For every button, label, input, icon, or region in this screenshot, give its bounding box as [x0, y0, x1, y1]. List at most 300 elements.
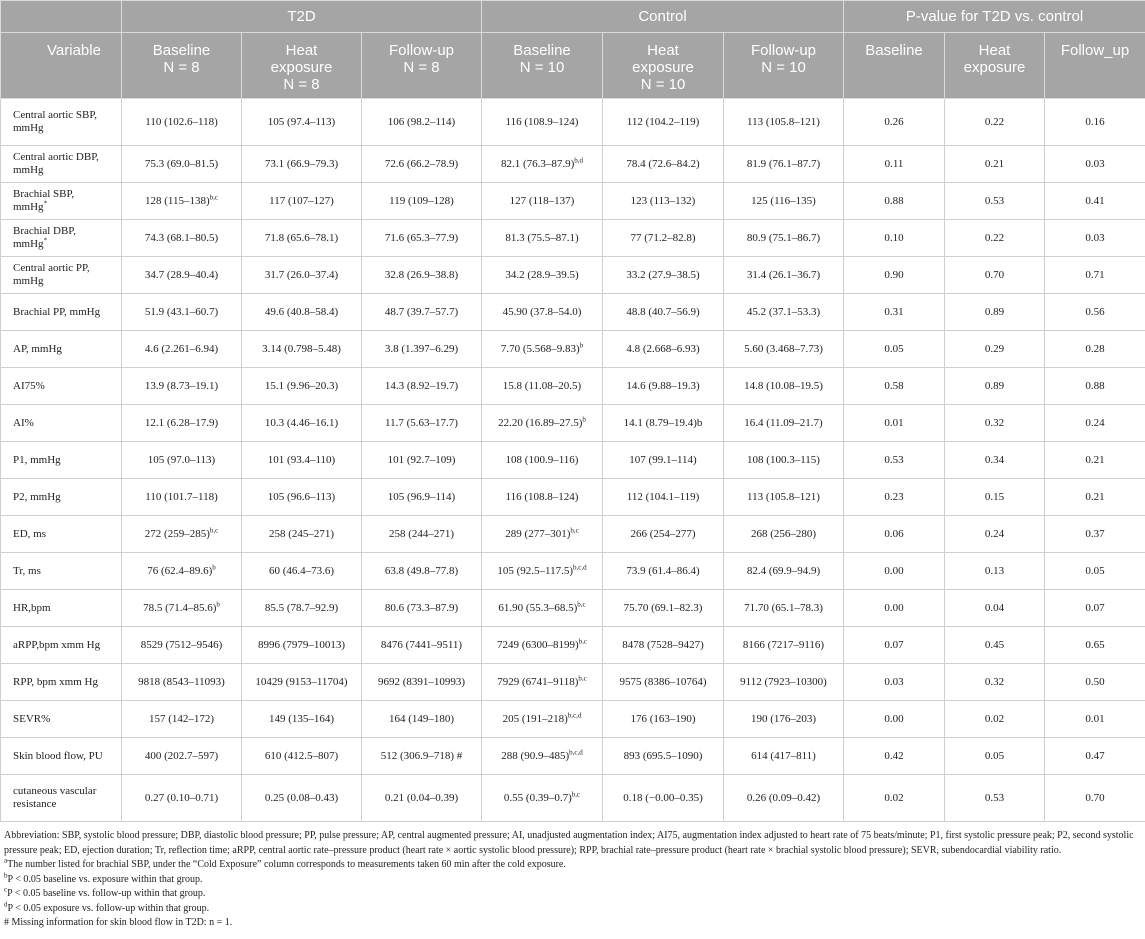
cell-value: 0.10 — [884, 231, 904, 244]
column-header-text: N = 10 — [761, 59, 806, 76]
cell-value: 0.01 — [1085, 712, 1105, 725]
table-row — [1, 220, 1145, 257]
value-cell — [122, 442, 242, 479]
table-row — [1, 664, 1145, 701]
p-value-cell — [1045, 701, 1145, 738]
value-cell — [724, 664, 844, 701]
cell-value: 71.6 (65.3–77.9) — [384, 231, 459, 244]
value-cell — [362, 627, 482, 664]
value-cell — [242, 294, 362, 331]
cell-value: 0.90 — [884, 268, 904, 281]
value-cell — [362, 368, 482, 405]
cell-value: 112 (104.1–119) — [626, 490, 700, 503]
p-value-cell — [844, 220, 945, 257]
cell-value: 400 (202.7–597) — [144, 749, 219, 762]
cell-value: 0.02 — [884, 791, 904, 804]
cell-value: 0.07 — [1085, 601, 1105, 614]
column-header-text: N = 8 — [163, 59, 200, 76]
table-row — [1, 99, 1145, 146]
p-value-cell — [1045, 220, 1145, 257]
value-cell — [482, 146, 603, 183]
column-header-text: Baseline — [152, 42, 211, 59]
footnote — [4, 873, 1139, 888]
p-value-cell — [1045, 257, 1145, 294]
p-value-cell — [844, 442, 945, 479]
row-label-text: Central aortic PP, — [13, 262, 90, 274]
value-cell — [362, 99, 482, 146]
p-value-cell — [844, 99, 945, 146]
p-value-cell — [945, 738, 1045, 775]
cell-value: 157 (142–172) — [148, 712, 215, 725]
p-value-cell — [1045, 368, 1145, 405]
cell-value: 0.42 — [884, 749, 904, 762]
cell-value: 75.70 (69.1–82.3) — [623, 601, 703, 614]
value-cell — [724, 146, 844, 183]
cell-value: 0.88 — [1085, 379, 1105, 392]
column-header-text: N = 10 — [640, 76, 686, 93]
cell-value: 0.56 — [1085, 305, 1105, 318]
header-corner — [1, 1, 122, 33]
abbreviation-note: Abbreviation: SBP, systolic blood pressure; DBP, diastolic blood pressure; PP, pulse pressure; AP, central augmented pressure; AI, unadjusted augmentation index; AI75, augmentation index adjusted to heart rate of 75 beats/minute; P1, first systolic pressure peak; P2, second systolic pressure peak; ED, ejection duration; Tr, reflection time; aRPP, central aortic rate–pressure product (heart rate × aortic systolic blood pressure); RPP, brachial rate–pressure product (heart rate × brachial systolic blood pressure); SEVR, subendocardial viability ratio. — [4, 830, 1134, 856]
cell-value: 45.90 (37.8–54.0) — [502, 305, 582, 318]
table-row — [1, 405, 1145, 442]
footnote-marker: b,c — [570, 525, 579, 534]
cell-value: 113 (105.8–121) — [747, 115, 820, 128]
value-cell — [242, 553, 362, 590]
cell-value: 9575 (8386–10764) — [619, 675, 707, 688]
column-header — [242, 33, 362, 99]
cell-value: 105 (96.9–114) — [387, 490, 456, 503]
value-cell — [362, 775, 482, 822]
cell-value: 4.6 (2.261–6.94) — [144, 342, 219, 355]
cell-value: 110 (101.7–118) — [145, 490, 218, 503]
cell-value: 71.70 (65.1–78.3) — [744, 601, 823, 614]
column-header-text: exposure — [270, 59, 333, 76]
p-value-cell — [844, 294, 945, 331]
cell-value: 11.7 (5.63–17.7) — [385, 416, 458, 429]
cell-value: 0.88 — [884, 194, 904, 207]
column-header — [1045, 33, 1145, 99]
value-cell — [122, 664, 242, 701]
cell-value: 0.70 — [984, 268, 1005, 281]
cell-value: 14.6 (9.88–19.3) — [626, 379, 700, 392]
cell-value: 8478 (7528–9427) — [622, 638, 704, 651]
cell-value: 22.20 (16.89–27.5) — [498, 416, 583, 429]
cell-value: 78.5 (71.4–85.6) — [143, 601, 217, 614]
p-value-cell — [1045, 664, 1145, 701]
cell-value: 0.55 (0.39–0.7) — [503, 791, 572, 804]
cell-value: 13.9 (8.73–19.1) — [144, 379, 219, 392]
p-value-cell — [945, 553, 1045, 590]
value-cell — [242, 99, 362, 146]
cell-value: 33.2 (27.9–38.5) — [626, 268, 700, 281]
value-cell — [603, 664, 724, 701]
column-header-text: N = 8 — [403, 59, 440, 76]
table-body — [1, 99, 1145, 822]
p-value-cell — [945, 99, 1045, 146]
p-value-cell — [1045, 146, 1145, 183]
cell-value: 12.1 (6.28–17.9) — [144, 416, 219, 429]
value-cell — [603, 775, 724, 822]
row-label — [1, 146, 122, 183]
cell-value: 48.7 (39.7–57.7) — [384, 305, 459, 318]
cell-value: 8476 (7441–9511) — [380, 638, 463, 651]
footnote-marker: b,c — [209, 192, 219, 201]
p-value-cell — [945, 405, 1045, 442]
value-cell — [482, 516, 603, 553]
value-cell — [122, 479, 242, 516]
cell-value: 16.4 (11.09–21.7) — [744, 416, 823, 429]
value-cell — [603, 516, 724, 553]
column-header-text: Heat — [285, 42, 318, 59]
value-cell — [242, 331, 362, 368]
row-label-text: Skin blood flow, PU — [13, 749, 103, 762]
value-cell — [242, 257, 362, 294]
footnote-marker: b,c — [578, 673, 587, 682]
cell-value: 0.53 — [984, 791, 1005, 804]
cell-value: 0.53 — [884, 453, 904, 466]
value-cell — [482, 627, 603, 664]
cell-value: 61.90 (55.3–68.5) — [498, 601, 578, 614]
value-cell — [122, 146, 242, 183]
cell-value: 8996 (7979–10013) — [257, 638, 346, 651]
footnote-marker: b — [582, 414, 586, 423]
p-value-cell — [945, 627, 1045, 664]
cell-value: 123 (113–132) — [630, 194, 696, 207]
cell-value: 127 (118–137) — [509, 194, 575, 207]
footnote-marker: b,c,d — [569, 747, 583, 756]
value-cell — [724, 405, 844, 442]
cell-value: 0.37 — [1085, 527, 1105, 540]
cell-value: 512 (306.9–718) # — [380, 749, 463, 762]
p-value-cell — [945, 257, 1045, 294]
cell-value: 72.6 (66.2–78.9) — [384, 157, 459, 170]
value-cell — [122, 99, 242, 146]
value-cell — [482, 368, 603, 405]
value-cell — [603, 368, 724, 405]
cell-value: 7.70 (5.568–9.83) — [500, 342, 580, 355]
row-label — [1, 664, 122, 701]
cell-value: 0.03 — [884, 675, 904, 688]
row-label-text: AI75% — [13, 379, 45, 392]
p-value-cell — [945, 331, 1045, 368]
value-cell — [362, 590, 482, 627]
table-row — [1, 146, 1145, 183]
cell-value: 0.05 — [1085, 564, 1105, 577]
value-cell — [603, 405, 724, 442]
p-value-cell — [844, 590, 945, 627]
footnote-marker: b,c,d — [567, 710, 582, 719]
cell-value: 108 (100.9–116) — [505, 453, 579, 466]
cell-value: 0.21 — [1085, 490, 1105, 503]
p-value-cell — [844, 664, 945, 701]
cell-value: 0.65 — [1085, 638, 1105, 651]
row-label-text: P1, mmHg — [13, 453, 61, 466]
row-label-text: P2, mmHg — [13, 490, 61, 503]
value-cell — [724, 701, 844, 738]
footnote-text: The number listed for brachial SBP, under the “Cold Exposure” column corresponds to measurements taken 60 min after the cold exposure. — [7, 859, 566, 870]
row-label-text: AI% — [13, 416, 34, 429]
cell-value: 128 (115–138) — [144, 194, 210, 207]
value-cell — [482, 331, 603, 368]
p-value-cell — [844, 775, 945, 822]
p-value-cell — [1045, 553, 1145, 590]
value-cell — [603, 257, 724, 294]
cell-value: 149 (135–164) — [268, 712, 335, 725]
column-header-text: exposure — [632, 59, 694, 76]
p-value-cell — [844, 146, 945, 183]
cell-value: 73.1 (66.9–79.3) — [264, 157, 339, 170]
cell-value: 0.21 (0.04–0.39) — [384, 791, 459, 804]
footnote-marker: b — [4, 871, 8, 880]
row-label — [1, 701, 122, 738]
table-row — [1, 738, 1145, 775]
value-cell — [603, 442, 724, 479]
cell-value: 80.9 (75.1–86.7) — [746, 231, 821, 244]
value-cell — [242, 738, 362, 775]
value-cell — [724, 331, 844, 368]
p-value-cell — [844, 368, 945, 405]
column-header-text: Follow-up — [750, 42, 817, 59]
value-cell — [122, 738, 242, 775]
value-cell — [724, 257, 844, 294]
footnote-marker: b,d — [574, 155, 584, 164]
column-header-text: exposure — [963, 59, 1026, 76]
p-value-cell — [945, 442, 1045, 479]
value-cell — [603, 479, 724, 516]
cell-value: 190 (176–203) — [750, 712, 817, 725]
cell-value: 45.2 (37.1–53.3) — [746, 305, 821, 318]
value-cell — [362, 294, 482, 331]
row-label — [1, 257, 122, 294]
p-value-cell — [1045, 516, 1145, 553]
p-value-cell — [1045, 479, 1145, 516]
cell-value: 10.3 (4.46–16.1) — [264, 416, 339, 429]
cell-value: 106 (98.2–114) — [387, 115, 456, 128]
cell-value: 0.16 — [1085, 115, 1105, 128]
value-cell — [242, 701, 362, 738]
p-value-cell — [1045, 738, 1145, 775]
value-cell — [482, 183, 603, 220]
cell-value: 14.8 (10.08–19.5) — [744, 379, 823, 392]
cell-value: 0.29 — [984, 342, 1005, 355]
cell-value: 0.23 — [884, 490, 904, 503]
value-cell — [603, 146, 724, 183]
table-row — [1, 368, 1145, 405]
value-cell — [724, 590, 844, 627]
value-cell — [242, 479, 362, 516]
value-cell — [122, 775, 242, 822]
value-cell — [362, 738, 482, 775]
cell-value: 5.60 (3.468–7.73) — [744, 342, 823, 355]
cell-value: 71.8 (65.6–78.1) — [264, 231, 339, 244]
column-header-text: Baseline — [865, 42, 923, 59]
value-cell — [603, 627, 724, 664]
cell-value: 73.9 (61.4–86.4) — [626, 564, 700, 577]
row-label — [1, 294, 122, 331]
value-cell — [603, 220, 724, 257]
value-cell — [242, 146, 362, 183]
p-value-cell — [1045, 775, 1145, 822]
cell-value: 105 (97.0–113) — [147, 453, 216, 466]
table-row — [1, 479, 1145, 516]
value-cell — [122, 183, 242, 220]
p-value-cell — [945, 664, 1045, 701]
value-cell — [724, 627, 844, 664]
table-row — [1, 294, 1145, 331]
column-header-text: Heat — [647, 42, 679, 59]
value-cell — [242, 775, 362, 822]
cell-value: 268 (256–280) — [750, 527, 817, 540]
cell-value: 8166 (7217–9116) — [742, 638, 825, 651]
footnote-marker: d — [4, 900, 8, 909]
row-label — [1, 220, 122, 257]
cell-value: 0.07 — [884, 638, 904, 651]
cell-value: 14.1 (8.79–19.4)b — [623, 416, 703, 429]
cell-value: 614 (417–811) — [751, 749, 816, 762]
value-cell — [362, 664, 482, 701]
row-label-text: HR,bpm — [13, 601, 51, 614]
cell-value: 0.24 — [1085, 416, 1105, 429]
cell-value: 9692 (8391–10993) — [377, 675, 466, 688]
value-cell — [724, 479, 844, 516]
cell-value: 0.22 — [984, 115, 1005, 128]
cell-value: 0.04 — [984, 601, 1005, 614]
table-row — [1, 627, 1145, 664]
p-value-cell — [1045, 442, 1145, 479]
p-value-cell — [945, 368, 1045, 405]
table-row — [1, 442, 1145, 479]
cell-value: 0.26 — [884, 115, 904, 128]
table-row — [1, 257, 1145, 294]
p-value-cell — [1045, 331, 1145, 368]
cell-value: 4.8 (2.668–6.93) — [626, 342, 700, 355]
p-value-cell — [844, 701, 945, 738]
p-value-cell — [945, 294, 1045, 331]
footnote-text: P < 0.05 baseline vs. follow-up within that group. — [7, 888, 206, 899]
cell-value: 9112 (7923–10300) — [740, 675, 827, 688]
column-header — [844, 33, 945, 99]
column-header-text: Heat — [978, 42, 1011, 59]
p-value-cell — [844, 257, 945, 294]
value-cell — [122, 405, 242, 442]
value-cell — [724, 738, 844, 775]
cell-value: 0.31 — [884, 305, 904, 318]
row-label-text: Tr, ms — [13, 564, 41, 577]
cell-value: 0.25 (0.08–0.43) — [264, 791, 339, 804]
footnote-text: P < 0.05 baseline vs. exposure within that group. — [7, 873, 203, 885]
p-value-cell — [844, 183, 945, 220]
cell-value: 105 (96.6–113) — [267, 490, 336, 503]
footnote-marker: b,c — [577, 599, 586, 608]
row-label — [1, 99, 122, 146]
cell-value: 0.05 — [984, 749, 1005, 762]
column-header-text: N = 8 — [283, 76, 320, 93]
value-cell — [362, 331, 482, 368]
value-cell — [724, 775, 844, 822]
p-value-cell — [844, 405, 945, 442]
cell-value: 113 (105.8–121) — [747, 490, 820, 503]
cell-value: 0.21 — [1085, 453, 1105, 466]
p-value-cell — [844, 479, 945, 516]
cell-value: 14.3 (8.92–19.7) — [384, 379, 459, 392]
value-cell — [362, 183, 482, 220]
value-cell — [242, 627, 362, 664]
value-cell — [724, 99, 844, 146]
cell-value: 266 (254–277) — [630, 527, 696, 540]
value-cell — [122, 368, 242, 405]
p-value-cell — [1045, 183, 1145, 220]
row-label — [1, 368, 122, 405]
cell-value: 288 (90.9–485) — [501, 749, 570, 762]
row-label — [1, 627, 122, 664]
footnote-marker: b,c,d — [573, 562, 587, 571]
footnote-marker: c — [4, 885, 8, 894]
row-label-text: AP, mmHg — [13, 342, 62, 355]
row-label-text: Central aortic SBP, — [13, 109, 98, 121]
cell-value: 3.14 (0.798–5.48) — [262, 342, 341, 355]
column-header — [482, 33, 603, 99]
cell-value: 117 (107–127) — [269, 194, 334, 207]
value-cell — [122, 553, 242, 590]
cell-value: 108 (100.3–115) — [747, 453, 820, 466]
row-label-text: mmHg — [13, 122, 44, 134]
cell-value: 0.70 — [1085, 791, 1105, 804]
p-value-cell — [945, 516, 1045, 553]
cell-value: 0.05 — [884, 342, 904, 355]
table-row — [1, 701, 1145, 738]
cell-value: 0.02 — [984, 712, 1005, 725]
row-label-text: RPP, bpm xmm Hg — [13, 675, 98, 688]
cell-value: 289 (277–301) — [505, 527, 571, 540]
cell-value: 101 (93.4–110) — [267, 453, 336, 466]
value-cell — [362, 220, 482, 257]
value-cell — [482, 590, 603, 627]
cell-value: 0.01 — [884, 416, 904, 429]
column-header-text: Baseline — [513, 42, 571, 59]
column-header — [724, 33, 844, 99]
value-cell — [603, 99, 724, 146]
row-label — [1, 479, 122, 516]
value-cell — [242, 516, 362, 553]
cell-value: 0.00 — [884, 601, 904, 614]
cell-value: 0.21 — [984, 157, 1005, 170]
cell-value: 110 (102.6–118) — [145, 115, 218, 128]
cell-value: 31.7 (26.0–37.4) — [264, 268, 339, 281]
cell-value: 116 (108.8–124) — [505, 490, 579, 503]
value-cell — [122, 627, 242, 664]
group-header-t2d: T2D — [122, 1, 482, 33]
value-cell — [242, 405, 362, 442]
p-value-cell — [844, 516, 945, 553]
cell-value: 0.03 — [1085, 231, 1105, 244]
cell-value: 51.9 (43.1–60.7) — [144, 305, 219, 318]
column-header-text: Follow-up — [388, 42, 455, 59]
p-value-cell — [945, 590, 1045, 627]
footnote-marker: b — [216, 599, 220, 608]
cell-value: 82.1 (76.3–87.9) — [500, 157, 575, 170]
value-cell — [362, 405, 482, 442]
cell-value: 610 (412.5–807) — [264, 749, 339, 762]
cell-value: 107 (99.1–114) — [629, 453, 697, 466]
footnote-text: P < 0.05 exposure vs. follow-up within that group. — [7, 902, 210, 914]
value-cell — [482, 664, 603, 701]
footnote — [4, 858, 1139, 873]
cell-value: 176 (163–190) — [630, 712, 696, 725]
cell-value: 85.5 (78.7–92.9) — [264, 601, 339, 614]
cell-value: 3.8 (1.397–6.29) — [384, 342, 459, 355]
cell-value: 125 (116–135) — [751, 194, 816, 207]
